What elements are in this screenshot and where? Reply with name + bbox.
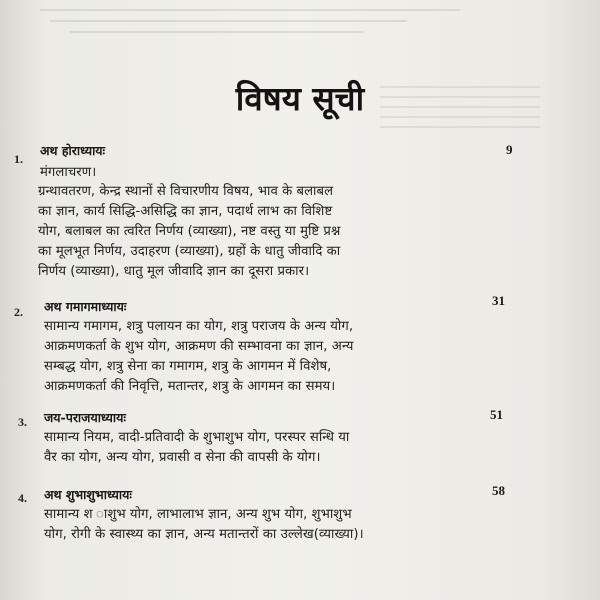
section-number: 2. [14, 305, 23, 319]
section-heading: अथ गमागमाध्यायः [44, 299, 127, 314]
bleed-through-text [40, 0, 460, 50]
section-heading: अथ शुभाशुभाध्यायः [44, 487, 132, 502]
section-heading: अथ होराध्यायः [40, 143, 106, 158]
page-title: विषय सूची [235, 79, 365, 118]
section-line: सामान्य गमागम, शत्रु पलायन का योग, शत्रु पराजय के अन्य योग, [44, 319, 354, 334]
section-line: मंगलाचरण। [40, 165, 97, 180]
section-line: सम्बद्ध योग, शत्रु सेना का गमागम, शत्रु के आगमन में विशेष, [44, 359, 332, 374]
section-line: सामान्य नियम, वादी-प्रतिवादी के शुभाशुभ योग, परस्पर सन्धि या [44, 430, 350, 445]
section-number: 1. [14, 152, 23, 166]
section-line: योग, रोगी के स्वास्थ्य का ज्ञान, अन्य मतान्तरों का उल्लेख(व्याख्या)। [44, 527, 364, 542]
section-page-number: 51 [490, 407, 503, 422]
section-line: का मूलभूत निर्णय, उदाहरण (व्याख्या), ग्रहों के धातु जीवादि का [38, 244, 341, 259]
section-heading: जय-पराजयाध्यायः [44, 410, 126, 425]
section-number: 3. [18, 415, 27, 429]
section-page-number: 9 [506, 142, 513, 157]
section-line: का ज्ञान, कार्य सिद्धि-असिद्धि का ज्ञान, पदार्थ लाभ का विशिष्ट [38, 204, 333, 219]
section-page-number: 31 [492, 293, 505, 308]
section-line: सामान्य श ाशुभ योग, लाभालाभ ज्ञान, अन्य शुभ योग, शुभाशुभ [44, 507, 352, 522]
section-line: आक्रमणकर्ता की निवृत्ति, मतान्तर, शत्रु के आगमन का समय। [44, 379, 336, 394]
section-line: आक्रमणकर्ता के शुभ योग, आक्रमण की सम्भावना का ज्ञान, अन्य [44, 339, 354, 354]
section-line: योग, बलाबल का त्वरित निर्णय (व्याख्या), नष्ट वस्तु या मुष्टि प्रश्न [38, 224, 341, 239]
section-page-number: 58 [492, 483, 505, 498]
section-number: 4. [18, 491, 27, 505]
section-line: ग्रन्थावतरण, केन्द्र स्थानों से विचारणीय विषय, भाव के बलाबल [38, 184, 334, 199]
section-line: वैर का योग, अन्य योग, प्रवासी व सेना की वापसी के योग। [44, 450, 321, 465]
section-line: निर्णय (व्याख्या), धातु मूल जीवादि ज्ञान का दूसरा प्रकार। [38, 264, 310, 279]
